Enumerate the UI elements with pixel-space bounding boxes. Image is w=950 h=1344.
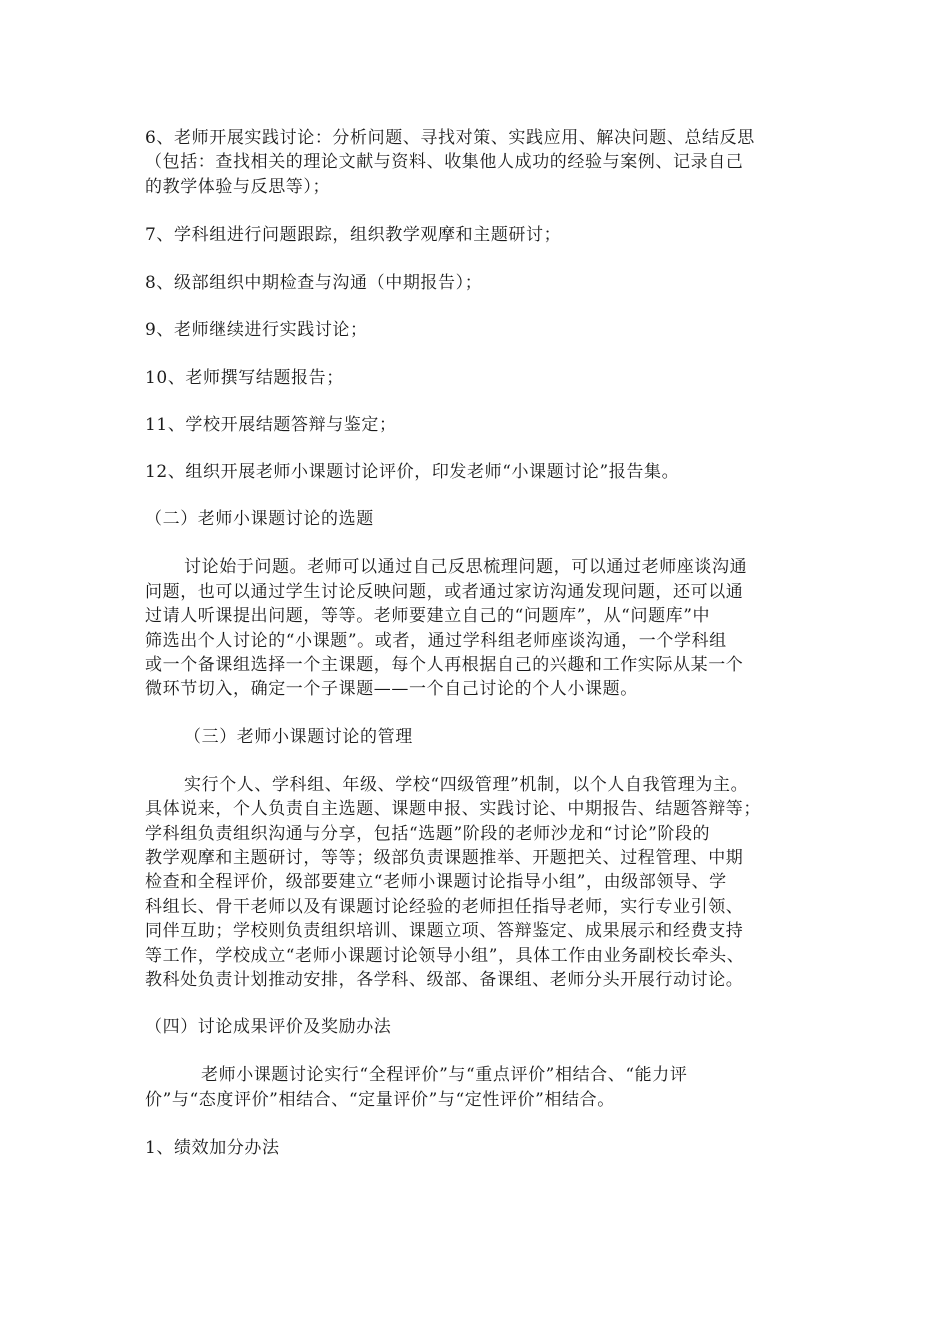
section-3-line-8: 等工作，学校成立“老师小课题讨论领导小组”，具体工作由业务副校长牵头、 xyxy=(145,946,745,966)
item-8: 8、级部组织中期检查与沟通（中期报告）； xyxy=(145,273,483,293)
section-2-line-4: 筛选出个人讨论的“小课题”。或者，通过学科组老师座谈沟通，一个学科组 xyxy=(145,631,727,651)
item-9: 9、老师继续进行实践讨论； xyxy=(145,320,368,340)
section-2-line-5: 或一个备课组选择一个主课题，每个人再根据自己的兴趣和工作实际从某一个 xyxy=(145,655,744,675)
section-3-line-5: 检查和全程评价，级部要建立“老师小课题讨论指导小组”，由级部领导、学 xyxy=(145,872,727,892)
item-12: 12、组织开展老师小课题讨论评价，印发老师“小课题讨论”报告集。 xyxy=(145,462,680,482)
section-3-line-3: 学科组负责组织沟通与分享，包括“选题”阶段的老师沙龙和“讨论”阶段的 xyxy=(145,824,711,844)
section-4-line-1: 老师小课题讨论实行“全程评价”与“重点评价”相结合、“能力评 xyxy=(201,1065,688,1085)
section-3-heading: （三）老师小课题讨论的管理 xyxy=(184,727,413,747)
section-2-line-1: 讨论始于问题。老师可以通过自己反思梳理问题，可以通过老师座谈沟通 xyxy=(184,557,748,577)
section-3-line-6: 科组长、骨干老师以及有课题讨论经验的老师担任指导老师，实行专业引领、 xyxy=(145,897,744,917)
item-7: 7、学科组进行问题跟踪，组织教学观摩和主题研讨； xyxy=(145,225,562,245)
section-3-line-7: 同伴互助；学校则负责组织培训、课题立项、答辩鉴定、成果展示和经费支持 xyxy=(145,921,744,941)
section-4-heading: （四）讨论成果评价及奖励办法 xyxy=(145,1017,392,1037)
section-2-line-6: 微环节切入，确定一个子课题——一个自己讨论的个人小课题。 xyxy=(145,679,638,699)
section-2-line-3: 过请人听课提出问题，等等。老师要建立自己的“问题库”，从“问题库”中 xyxy=(145,606,711,626)
section-3-line-1: 实行个人、学科组、年级、学校“四级管理”机制，以个人自我管理为主。 xyxy=(184,775,749,795)
item-6-line-1: 6、老师开展实践讨论：分析问题、寻找对策、实践应用、解决问题、总结反思 xyxy=(145,128,755,148)
section-3-line-9: 教科处负责计划推动安排，各学科、级部、备课组、老师分头开展行动讨论。 xyxy=(145,970,744,990)
performance-bonus-item: 1、绩效加分办法 xyxy=(145,1138,280,1158)
item-10: 10、老师撰写结题报告； xyxy=(145,368,344,388)
item-6-line-2: （包括：查找相关的理论文献与资料、收集他人成功的经验与案例、记录自己 xyxy=(145,152,744,172)
section-2-line-2: 问题，也可以通过学生讨论反映问题，或者通过家访沟通发现问题，还可以通 xyxy=(145,582,744,602)
section-2-heading: （二）老师小课题讨论的选题 xyxy=(145,509,374,529)
item-11: 11、学校开展结题答辩与鉴定； xyxy=(145,415,397,435)
section-3-line-4: 教学观摩和主题研讨，等等；级部负责课题推举、开题把关、过程管理、中期 xyxy=(145,848,744,868)
item-6-line-3: 的教学体验与反思等）； xyxy=(145,177,331,197)
section-3-line-2: 具体说来，个人负责自主选题、课题申报、实践讨论、中期报告、结题答辩等； xyxy=(145,799,761,819)
section-4-line-2: 价”与“态度评价”相结合、“定量评价”与“定性评价”相结合。 xyxy=(145,1090,615,1110)
